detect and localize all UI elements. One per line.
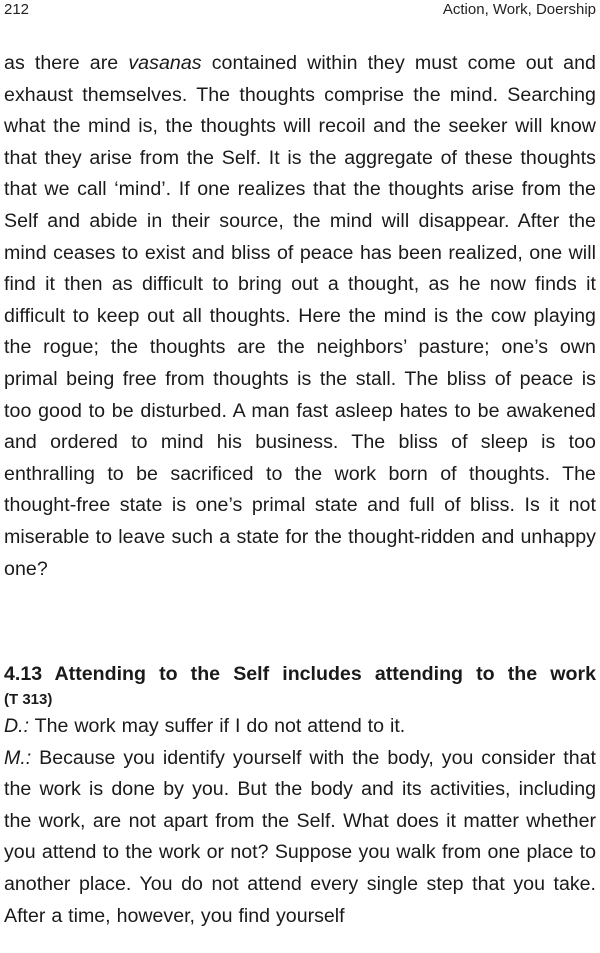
running-title: Action, Work, Doership [442, 1, 596, 18]
section-4-13 [4, 659, 596, 932]
dialogue-text-answer: Because you identify yourself with the body, you consider that the work is done by you. But the body and its activities, including the work, are not apart from the Self. What does it matter whether you attend to the work or not? Suppose you walk from one place to another place. You do not attend every single step that you take. After a time, however, you find yourself [4, 746, 596, 927]
paragraph-1 [4, 48, 596, 585]
dialogue-line-answer [4, 743, 596, 933]
dialogue-text-question: The work may suffer if I do not attend to it. [29, 715, 406, 737]
speaker-m: M.: [4, 746, 32, 769]
section-reference: (T 313) [4, 691, 53, 708]
body-paragraph [4, 48, 596, 585]
dialogue [4, 711, 596, 932]
italic-term: vasanas [128, 52, 202, 74]
section-heading: 4.13 Attending to the Self includes attending to the work [4, 663, 596, 685]
paragraph-1-start: as there are [4, 52, 129, 74]
dialogue-line-question [4, 711, 596, 743]
page-header [4, 0, 596, 22]
paragraph-1-rest: contained within they must come out and exhaust themselves. The thoughts comprise the mind. Searching what the mind is, the thoughts will recoil and the seeker will know that they arise from the Self. It is the aggregate of these thoughts that we call ‘mind’. If one realizes that the thoughts arise from the Self and abide in their source, the mind will disappear. After the mind ceases to exist and bliss of peace has been realized, one will find it then as difficult to bring out a thought, as he now finds it difficult to keep out all thoughts. Here the mind is the cow playing the rogue; the thoughts are the neighbors’ pasture; one’s own primal being free from thoughts is the stall. The bliss of peace is too good to be disturbed. A man fast asleep hates to be awakened and ordered to mind his business. The bliss of sleep is too enthralling to be sacrificed to the work born of thoughts. The thought-free state is one’s primal state and full of bliss. Is it not miserable to leave such a state for the thought-ridden and unhappy one? [4, 52, 597, 580]
page-number: 212 [4, 1, 30, 18]
speaker-d: D.: [4, 715, 30, 737]
